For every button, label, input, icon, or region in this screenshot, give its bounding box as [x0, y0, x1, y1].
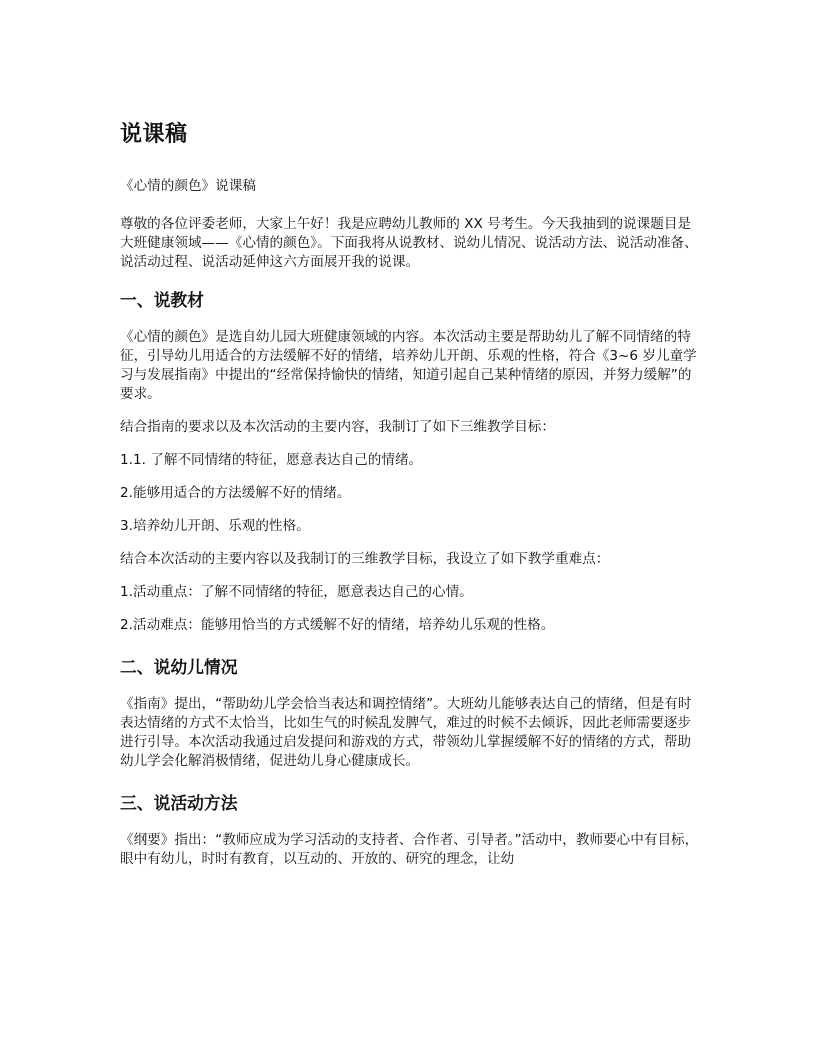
section-heading-teaching-material: 一、说教材	[120, 290, 204, 310]
objective-item-2: 2.能够用适合的方法缓解不好的情绪。	[120, 485, 351, 501]
objective-item-3: 3.培养幼儿开朗、乐观的性格。	[120, 518, 310, 534]
objectives-intro-paragraph: 结合指南的要求以及本次活动的主要内容，我制订了如下三维教学目标：	[120, 419, 555, 435]
key-point-item: 1.活动重点：了解不同情绪的特征，愿意表达自己的心情。	[120, 584, 473, 600]
activity-methods-paragraph: 《纲要》指出：“教师应成为学习活动的支持者、合作者、引导者。”活动中，教师要心中有目标，眼中有幼儿，时时有教育，以互动的、开放的、研究的理念，让幼	[120, 832, 699, 867]
document-content	[120, 120, 700, 869]
section-teaching-material	[120, 288, 700, 635]
intro-paragraph: 尊敬的各位评委老师，大家上午好！我是应聘幼儿教师的 XX 号考生。今天我抽到的说课题目是大班健康领域——《心情的颜色》。下面我将从说教材、说幼儿情况、说活动方法、说活动准备、说活动过程、说活动延伸这六方面展开我的说课。	[120, 216, 698, 270]
document-subtitle: 《心情的颜色》说课稿	[120, 178, 256, 194]
key-points-intro-paragraph: 结合本次活动的主要内容以及我制订的三维教学目标，我设立了如下教学重难点：	[120, 551, 610, 567]
section-children-situation	[120, 655, 700, 771]
section-heading-children-situation: 二、说幼儿情况	[120, 657, 238, 677]
difficult-point-item: 2.活动难点：能够用恰当的方式缓解不好的情绪，培养幼儿乐观的性格。	[120, 617, 555, 633]
section-heading-activity-methods: 三、说活动方法	[120, 793, 238, 813]
objective-item-1: 1.1. 了解不同情绪的特征，愿意表达自己的情绪。	[120, 452, 423, 468]
document-title: 说课稿	[120, 122, 188, 147]
children-situation-paragraph: 《指南》提出，“帮助幼儿学会恰当表达和调控情绪”。大班幼儿能够表达自己的情绪，但是有时表达情绪的方式不太恰当，比如生气的时候乱发脾气，难过的时候不去倾诉，因此老师需要逐步进行引导。本次活动我通过启发提问和游戏的方式，带领幼儿掌握缓解不好的情绪的方式，帮助幼儿学会化解消极情绪，促进幼儿身心健康成长。	[120, 696, 692, 769]
material-description-paragraph: 《心情的颜色》是选自幼儿园大班健康领域的内容。本次活动主要是帮助幼儿了解不同情绪的特征，引导幼儿用适合的方法缓解不好的情绪，培养幼儿开朗、乐观的性格，符合《3~6 岁儿童学习与发展指南》中提出的“经常保持愉快的情绪，知道引起自己某种情绪的原因，并努力缓解”的要求。	[120, 329, 697, 402]
section-activity-methods	[120, 791, 700, 869]
